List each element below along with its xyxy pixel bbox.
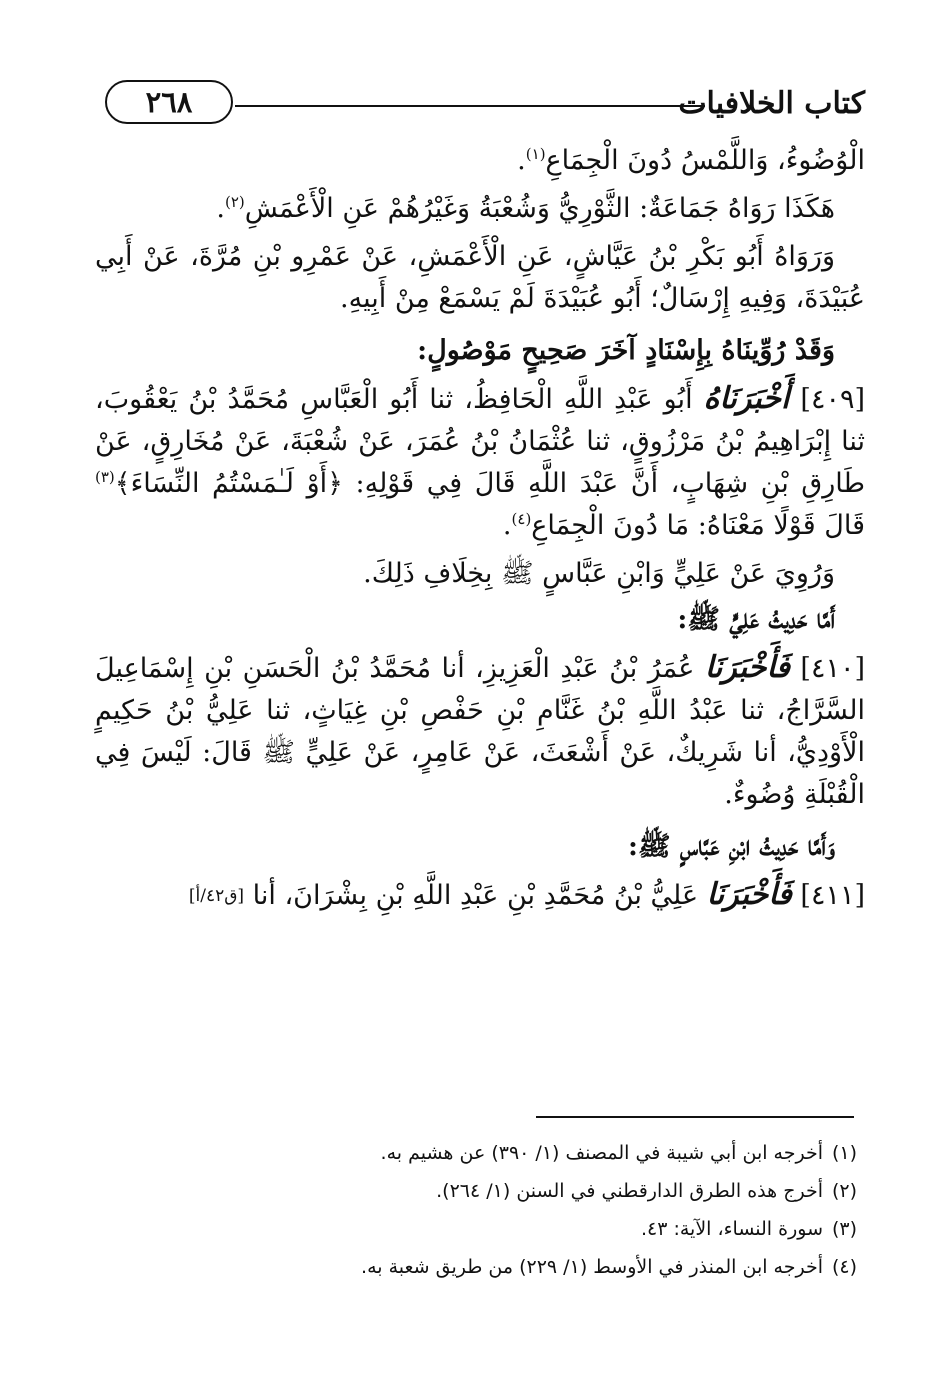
- footnote-text: أخرج هذه الطرق الدارقطني في السنن (١/ ٢٦٤).: [436, 1180, 823, 1202]
- footnote-ref: (٤): [511, 510, 532, 528]
- footnote-rule: [536, 1116, 854, 1118]
- footnote: [95, 1248, 865, 1286]
- paragraph: [95, 188, 865, 230]
- paragraph-text: قَالَ قَوْلًا مَعْنَاهُ: مَا دُونَ الْجِمَاعِ: [531, 510, 865, 541]
- paragraph-end: .: [502, 510, 512, 541]
- footnote-ref: (٢): [224, 193, 245, 211]
- hadith-paragraph: [95, 874, 865, 917]
- section-heading: أَمَّا حَدِيثُ عَلِيٍّ ﷺ:: [677, 604, 835, 635]
- section-heading: وَقَدْ رُوِّينَاهُ بِإِسْنَادٍ آخَرَ صَحِيحٍ مَوْصُولٍ:: [417, 335, 835, 366]
- book-title: كتاب الخلافيات: [678, 86, 865, 121]
- paragraph: [95, 140, 865, 182]
- header-rule: [235, 105, 705, 107]
- footnote: [95, 1210, 865, 1248]
- footnote: [95, 1172, 865, 1210]
- narration-lead: أَخْبَرَنَاهُ: [703, 381, 790, 416]
- paragraph-text: الْوُضُوءُ، وَاللَّمْسُ دُونَ الْجِمَاعِ: [545, 145, 865, 176]
- footnote-ref: (٣): [95, 468, 115, 486]
- page-number: ٢٦٨: [105, 80, 233, 124]
- narration-lead: فَأَخْبَرَنَا: [706, 877, 792, 912]
- paragraph: وَرَوَاهُ أَبُو بَكْرِ بْنُ عَيَّاشٍ، عَنِ الْأَعْمَشِ، عَنْ عَمْرِو بْنِ مُرَّةَ، عَنْ أَبِي عُبَيْدَةَ، وَفِيهِ إِرْسَالٌ؛ أَبُو عُبَيْدَةَ لَمْ يَسْمَعْ مِنْ أَبِيهِ.: [95, 241, 865, 314]
- paragraph-text: عُمَرُ بْنُ عَبْدِ الْعَزِيزِ، أنا مُحَمَّدُ بْنُ الْحَسَنِ بْنِ إِسْمَاعِيلَ السَّرَّاجُ، ثنا عَبْدُ اللَّهِ بْنُ غَنَّامِ بْنِ حَفْصِ بْنِ غِيَاثٍ، ثنا عَلِيُّ بْنُ حَكِيمٍ الْأَوْدِيُّ، أنا شَرِيكٌ، عَنْ أَشْعَثَ، عَنْ عَامِرٍ، عَنْ عَلِيٍّ ﷺ قَالَ: لَيْسَ فِي الْقُبْلَةِ وُضُوءٌ.: [95, 653, 865, 810]
- paragraph-end: .: [216, 193, 225, 224]
- hadith-paragraph: [95, 378, 865, 547]
- hadith-number: [٤١٠]: [800, 653, 865, 684]
- footnote-number: (٢): [831, 1180, 857, 1202]
- hadith-number: [٤٠٩]: [800, 384, 866, 415]
- page-header: [95, 78, 865, 130]
- manuscript-marker: [ق٤٢/أ]: [188, 886, 245, 906]
- footnote-text: أخرجه ابن أبي شيبة في المصنف (١/ ٣٩٠) عن هشيم به.: [380, 1142, 823, 1164]
- narration-lead: فَأَخْبَرَنَا: [704, 650, 790, 685]
- main-text: [95, 140, 865, 917]
- hadith-paragraph: [95, 647, 865, 816]
- footnote: [95, 1134, 865, 1172]
- footnotes: [95, 1134, 865, 1286]
- paragraph-end: .: [517, 145, 526, 176]
- footnote-text: أخرجه ابن المنذر في الأوسط (١/ ٢٢٩) من طريق شعبة به.: [361, 1256, 823, 1278]
- footnote-number: (٣): [831, 1218, 857, 1240]
- paragraph: وَرُوِيَ عَنْ عَلِيٍّ وَابْنِ عَبَّاسٍ ﷺ بِخِلَافِ ذَلِكَ.: [363, 558, 835, 589]
- footnote-text: سورة النساء، الآية: ٤٣.: [640, 1218, 823, 1240]
- footnote-number: (١): [831, 1142, 857, 1164]
- section-heading: وَأَمَّا حَدِيثُ ابْنِ عَبَّاسٍ ﷺ:: [628, 831, 835, 862]
- footnote-ref: (١): [525, 145, 546, 163]
- footnote-number: (٤): [831, 1256, 857, 1278]
- paragraph-text: عَلِيُّ بْنُ مُحَمَّدِ بْنِ عَبْدِ اللَّهِ بْنِ بِشْرَانَ، أنا: [252, 880, 699, 911]
- hadith-number: [٤١١]: [800, 880, 865, 911]
- paragraph-text: أَبُو عَبْدِ اللَّهِ الْحَافِظُ، ثنا أَبُو الْعَبَّاسِ مُحَمَّدُ بْنُ يَعْقُوبَ، ثنا إِبْرَاهِيمُ بْنُ مَرْزُوقٍ، ثنا عُثْمَانُ بْنُ عُمَرَ، عَنْ شُعْبَةَ، عَنْ مُخَارِقٍ، عَنْ طَارِقِ بْنِ شِهَابٍ، أَنَّ عَبْدَ اللَّهِ قَالَ فِي قَوْلِهِ: ﴿أَوْ لَـٰمَسْتُمُ النِّسَاءَ﴾: [95, 384, 865, 499]
- paragraph-text: هَكَذَا رَوَاهُ جَمَاعَةٌ: الثَّوْرِيُّ وَشُعْبَةُ وَغَيْرُهُمْ عَنِ الْأَعْمَشِ: [244, 193, 835, 224]
